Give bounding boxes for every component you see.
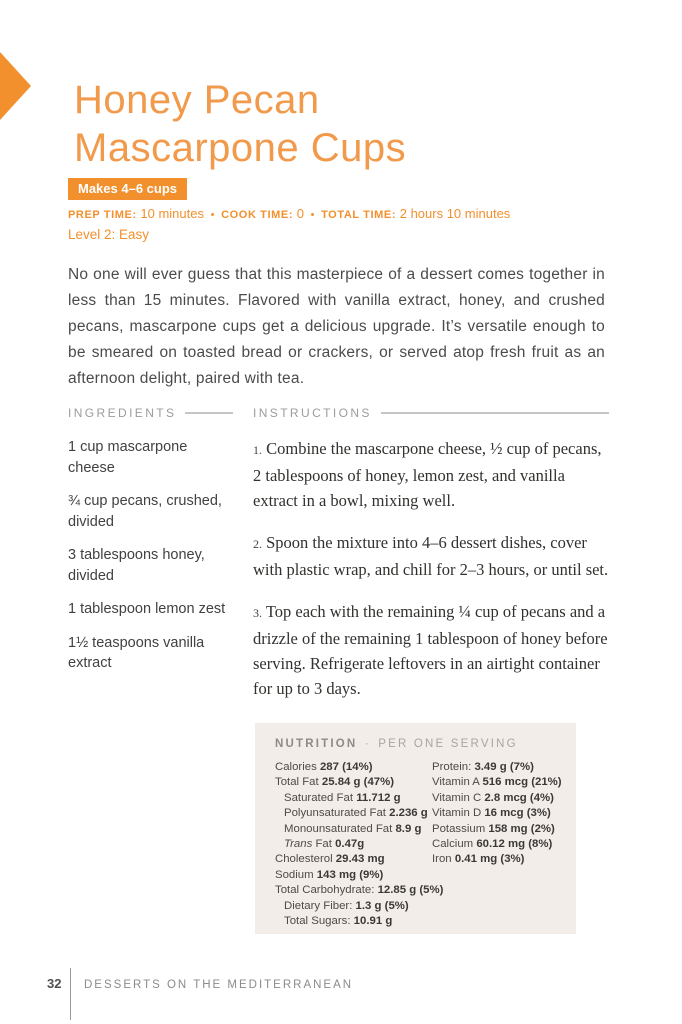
instructions-heading: INSTRUCTIONS	[253, 406, 372, 420]
recipe-title-line1: Honey Pecan	[74, 78, 320, 122]
book-title: DESSERTS ON THE MEDITERRANEAN	[84, 979, 354, 991]
instructions-section	[253, 406, 609, 718]
cook-time-label: COOK TIME:	[221, 209, 294, 221]
nutrition-row-saturated-fat: Saturated Fat 11.712 g	[284, 791, 401, 804]
nutrition-row-protein: Protein: 3.49 g (7%)	[432, 761, 534, 773]
difficulty-level: Level 2: Easy	[68, 227, 150, 242]
nutrition-row-sodium: Sodium 143 mg (9%)	[275, 868, 384, 881]
nutrition-row-total-fat: Total Fat 25.84 g (47%)	[275, 776, 395, 789]
recipe-title-line2: Mascarpone Cups	[74, 126, 407, 170]
footer-divider	[70, 968, 71, 1020]
instructions-rule	[381, 412, 609, 414]
ingredients-rule	[185, 412, 233, 414]
meta-separator: •	[210, 209, 215, 221]
nutrition-row-trans-fat: Trans Fat 0.47g	[284, 838, 365, 851]
prep-time-label: PREP TIME:	[68, 209, 137, 221]
instructions-header	[253, 406, 609, 420]
nutrition-subheading: PER ONE SERVING	[378, 738, 518, 750]
nutrition-column-left	[275, 760, 444, 929]
nutrition-row-dietary-fiber: Dietary Fiber: 1.3 g (5%)	[284, 899, 409, 912]
ingredients-section	[68, 406, 233, 687]
cook-time-value: 0	[296, 206, 304, 221]
nutrition-row-polyunsaturated-fat: Polyunsaturated Fat 2.236 g	[284, 807, 428, 820]
ingredient-item: 3 tablespoons honey, divided	[68, 547, 205, 584]
step-text: Top each with the remaining ¼ cup of pecans and a drizzle of the remaining 1 tablespoon of honey before serving. Refrigerate leftovers in an airtight container for up to 3 days.	[253, 602, 608, 698]
nutrition-row-cholesterol: Cholesterol 29.43 mg	[275, 853, 385, 866]
nutrition-row-vitamin-c: Vitamin C 2.8 mcg (4%)	[432, 791, 554, 804]
recipe-title	[74, 76, 406, 172]
instruction-step	[253, 530, 609, 582]
nutrition-row-vitamin-d: Vitamin D 16 mcg (3%)	[432, 807, 551, 820]
total-time-label: TOTAL TIME:	[321, 209, 397, 221]
step-number: 1.	[253, 443, 262, 457]
total-time-value: 2 hours 10 minutes	[399, 206, 511, 221]
corner-triangle-icon	[0, 52, 31, 120]
nutrition-header	[275, 738, 562, 750]
nutrition-row-monounsaturated-fat: Monounsaturated Fat 8.9 g	[284, 822, 422, 835]
recipe-intro: No one will ever guess that this masterpiece of a dessert comes together in less than 15 minutes. Flavored with vanilla extract, honey, and crushed pecans, mascarpone cups get a delicious upgrade. It’s versatile enough to be smeared on toasted bread or crackers, or served atop fresh fruit as an afternoon delight, paired with tea.	[68, 266, 605, 387]
nutrition-row-potassium: Potassium 158 mg (2%)	[432, 822, 555, 835]
page-number: 32	[47, 976, 62, 991]
nutrition-heading: NUTRITION	[275, 738, 358, 750]
meta-separator: •	[310, 209, 315, 221]
instruction-step	[253, 599, 609, 701]
nutrition-columns	[275, 760, 562, 929]
ingredient-item: 1 cup mascarpone cheese	[68, 439, 188, 476]
ingredient-item: ¾ cup pecans, crushed, divided	[68, 493, 222, 530]
ingredient-item: 1 tablespoon lemon zest	[68, 601, 226, 617]
nutrition-row-calcium: Calcium 60.12 mg (8%)	[432, 838, 553, 851]
nutrition-heading-separator: ·	[364, 738, 371, 750]
ingredient-item: 1½ teaspoons vanilla extract	[68, 634, 205, 671]
nutrition-row-total-sugars: Total Sugars: 10.91 g	[284, 915, 393, 928]
yield-badge: Makes 4–6 cups	[68, 178, 187, 200]
nutrition-row-calories: Calories 287 (14%)	[275, 761, 373, 773]
step-number: 2.	[253, 537, 262, 551]
step-number: 3.	[253, 606, 262, 620]
nutrition-row-vitamin-a: Vitamin A 516 mcg (21%)	[432, 776, 562, 789]
prep-time-value: 10 minutes	[140, 206, 204, 221]
nutrition-row-iron: Iron 0.41 mg (3%)	[432, 853, 525, 866]
instructions-list	[253, 436, 609, 701]
instruction-step	[253, 436, 609, 513]
recipe-meta	[68, 206, 510, 221]
step-text: Combine the mascarpone cheese, ½ cup of pecans, 2 tablespoons of honey, lemon zest, and vanilla extract in a bowl, mixing well.	[253, 439, 602, 510]
ingredients-list	[68, 437, 233, 674]
ingredients-header	[68, 406, 233, 420]
step-text: Spoon the mixture into 4–6 dessert dishes, cover with plastic wrap, and chill for 2–3 hours, or until set.	[253, 533, 609, 579]
nutrition-panel	[255, 723, 576, 934]
ingredients-heading: INGREDIENTS	[68, 406, 177, 420]
nutrition-column-right	[432, 760, 562, 929]
nutrition-row-total-carbohydrate: Total Carbohydrate: 12.85 g (5%)	[275, 884, 444, 897]
